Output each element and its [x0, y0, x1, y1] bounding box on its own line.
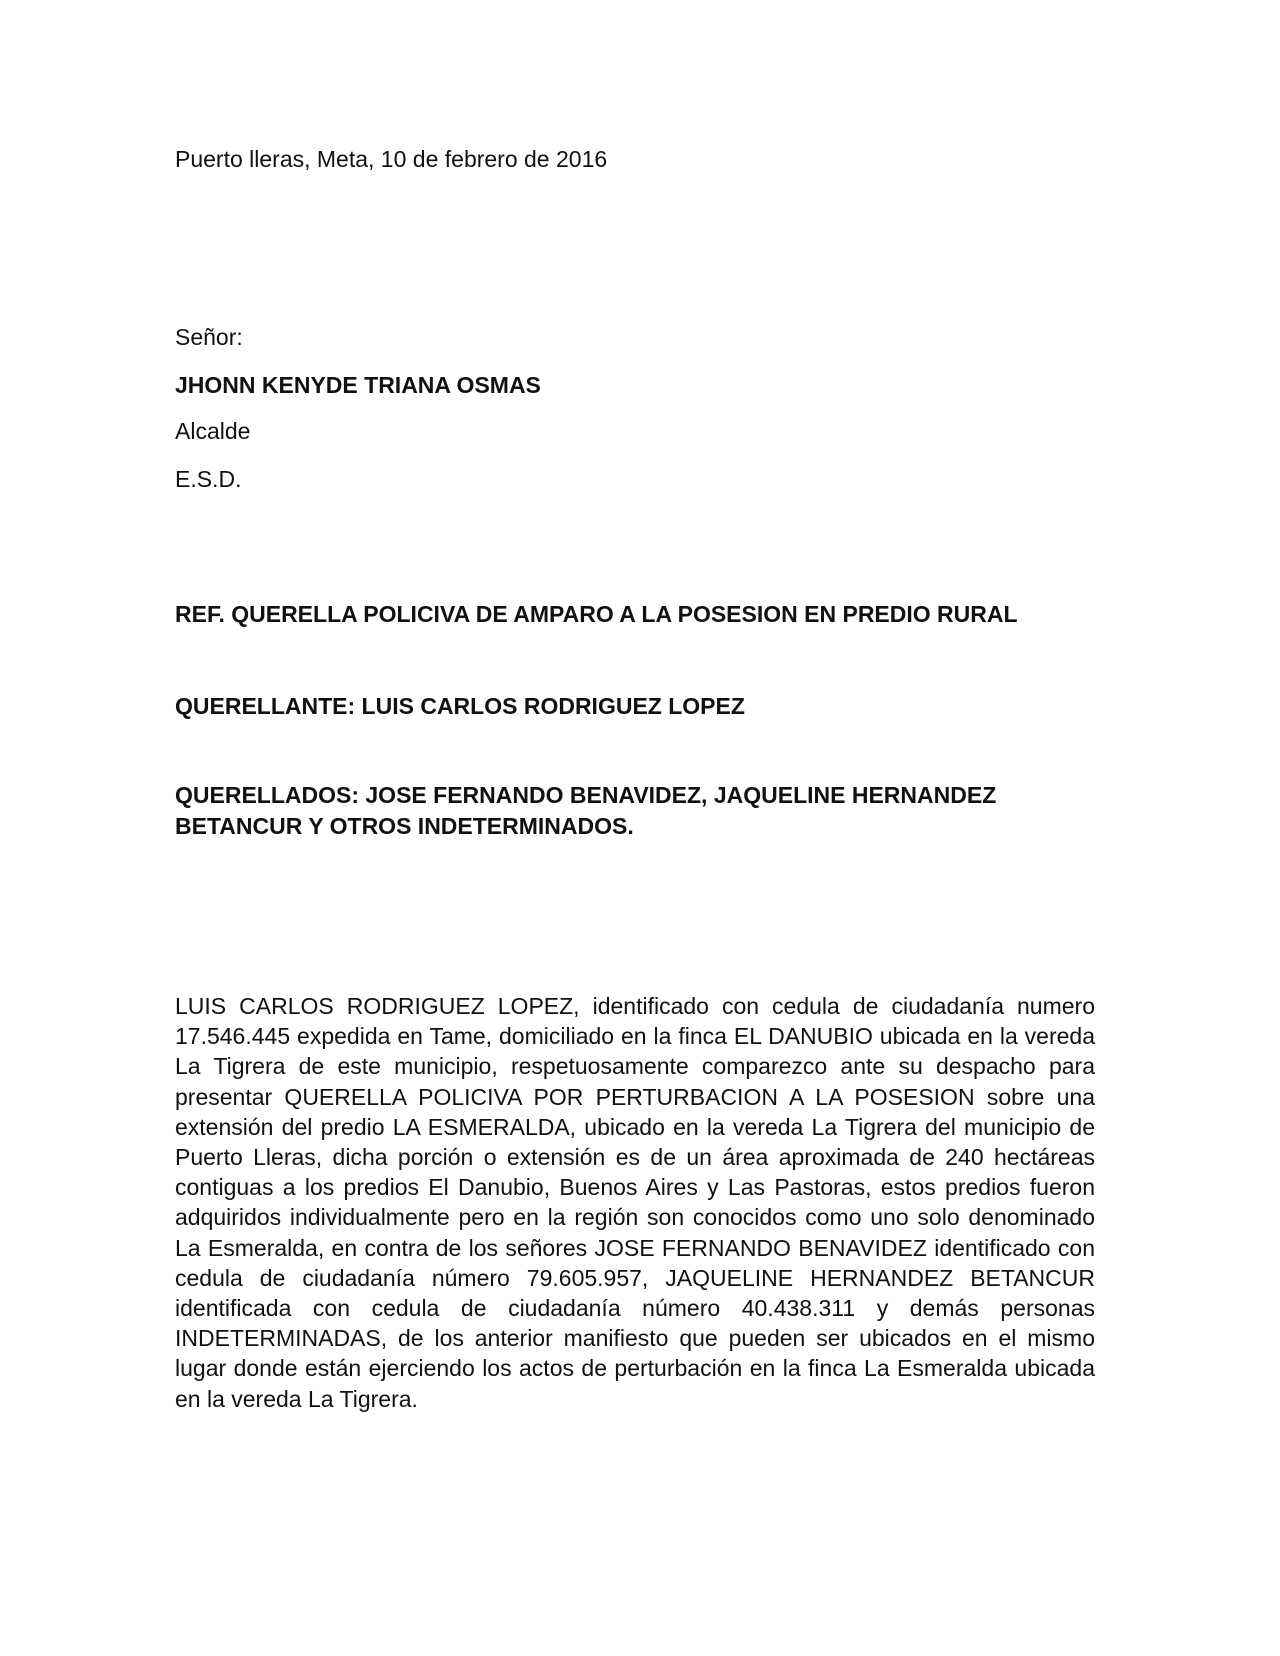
complainant-line: QUERELLANTE: LUIS CARLOS RODRIGUEZ LOPEZ [175, 693, 745, 719]
date-line: Puerto lleras, Meta, 10 de febrero de 2016 [175, 146, 608, 172]
body-paragraph: LUIS CARLOS RODRIGUEZ LOPEZ, identificado con cedula de ciudadanía numero 17.546.445 expedida en Tame, domiciliado en la finca EL DANUBIO ubicada en la vereda La Tigrera de este municipio, respetuosamente comparezco ante su despacho para presentar QUERELLA POLICIVA POR PERTURBACION A LA POSESION sobre una extensión del predio LA ESMERALDA, ubicado en la vereda La Tigrera del municipio de Puerto Lleras, dicha porción o extensión es de un área aproximada de 240 hectáreas contiguas a los predios El Danubio, Buenos Aires y Las Pastoras, estos predios fueron adquiridos individualmente pero en la región son conocidos como uno solo denominado La Esmeralda, en contra de los señores JOSE FERNANDO BENAVIDEZ identificado con cedula de ciudadanía número 79.605.957, JAQUELINE HERNANDEZ BETANCUR identificada con cedula de ciudadanía número 40.438.311 y demás personas INDETERMINADAS, de los anterior manifiesto que pueden ser ubicados en el mismo lugar donde están ejerciendo los actos de perturbación en la finca La Esmeralda ubicada en la vereda La Tigrera. [175, 993, 1095, 1412]
salutation: Señor: [175, 324, 243, 350]
recipient-esd: E.S.D. [175, 466, 242, 492]
reference-line: REF. QUERELLA POLICIVA DE AMPARO A LA POSESION EN PREDIO RURAL [175, 601, 1018, 627]
defendants-line: QUERELLADOS: JOSE FERNANDO BENAVIDEZ, JAQUELINE HERNANDEZ BETANCUR Y OTROS INDETERMINADOS. [175, 782, 997, 839]
recipient-name: JHONN KENYDE TRIANA OSMAS [175, 372, 541, 398]
recipient-title: Alcalde [175, 418, 251, 444]
